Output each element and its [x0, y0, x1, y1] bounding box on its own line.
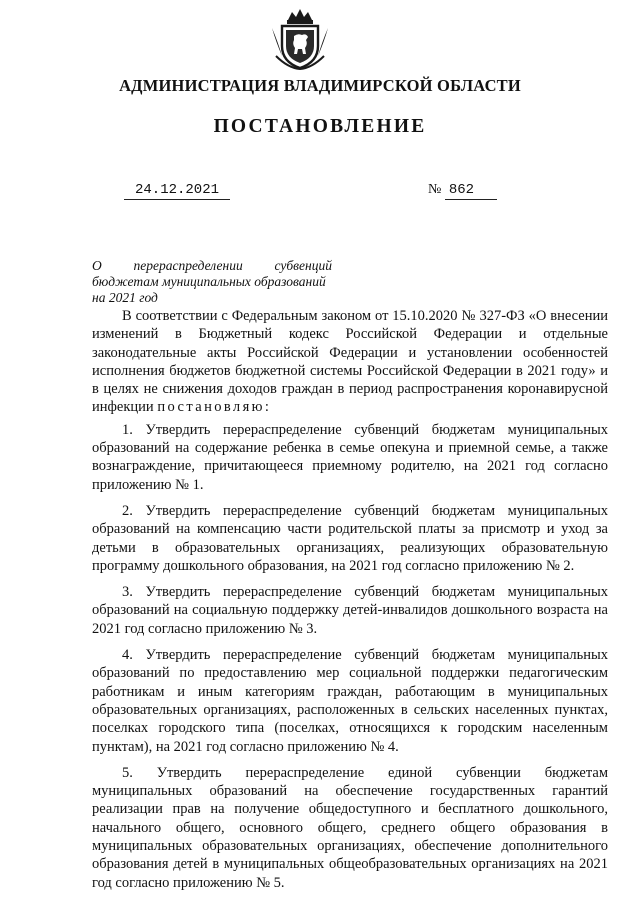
subject-line: бюджетам муниципальных образований: [92, 274, 326, 289]
preamble-paragraph: [92, 307, 608, 417]
resolution-item: 1. Утвердить перераспределение субвенций бюджетам муниципальных образований на содержание ребенка в семье опекуна и приемной семье, а также вознаграждение, причитающееся приемному родителю, на 2021 год согласно приложению № 1.: [92, 421, 608, 493]
resolution-keyword: постановляю:: [157, 399, 272, 416]
resolution-item: 4. Утвердить перераспределение субвенций бюджетам муниципальных образований по предоставлению мер социальной поддержки педагогическим работникам и иным категориям граждан, работающим в муниципальных образовательных организациях, расположенных в сельских населенных пунктах, поселках городского типа (поселках, относящихся к городским населенным пунктам), на 2021 год согласно приложению № 4.: [92, 647, 608, 755]
resolution-item: 5. Утвердить перераспределение единой субвенции бюджетам муниципальных образований на обеспечение государственных гарантий реализации прав на получение общедоступного и бесплатного дошкольного, начального общего, основного общего, среднего общего образования в муниципальных образовательных организациях, обеспечение дополнительного образования детей в муниципальных общеобразовательных организациях на 2021 год согласно приложению № 5.: [92, 764, 608, 891]
preamble-text: В соответствии с Федеральным законом от 15.10.2020 № 327-ФЗ «О внесении изменений в Бюджетный кодекс Российской Федерации и отдельные законодательные акты Российской Федерации и установлении особенностей исполнения бюджетов бюджетной системы Российской Федерации в 2021 году» и в целях не снижения доходов граждан в период распространения коронавирусной инфекции: [92, 308, 608, 416]
organization-name: АДМИНИСТРАЦИЯ ВЛАДИМИРСКОЙ ОБЛАСТИ: [119, 76, 521, 95]
document-body: [92, 307, 608, 900]
coat-of-arms-icon: [268, 6, 332, 70]
document-number: 862: [445, 182, 497, 200]
resolution-item: 2. Утвердить перераспределение субвенций бюджетам муниципальных образований на компенсацию части родительской платы за присмотр и уход за детьми в образовательных организациях, реализующих образовательную программу дошкольного образования, на 2021 год согласно приложению № 2.: [92, 502, 608, 574]
resolution-item: 3. Утвердить перераспределение субвенций бюджетам муниципальных образований на социальную поддержку детей-инвалидов дошкольного возраста на 2021 год согласно приложению № 3.: [92, 584, 608, 637]
subject-line: на 2021 год: [92, 290, 158, 305]
subject-line: О перераспределении субвенций: [92, 258, 332, 273]
document-number-field: [428, 182, 497, 200]
document-subject: [92, 258, 332, 306]
number-sign: №: [428, 182, 442, 197]
document-type-title: ПОСТАНОВЛЕНИЕ: [213, 116, 427, 137]
document-date: 24.12.2021: [124, 182, 230, 200]
